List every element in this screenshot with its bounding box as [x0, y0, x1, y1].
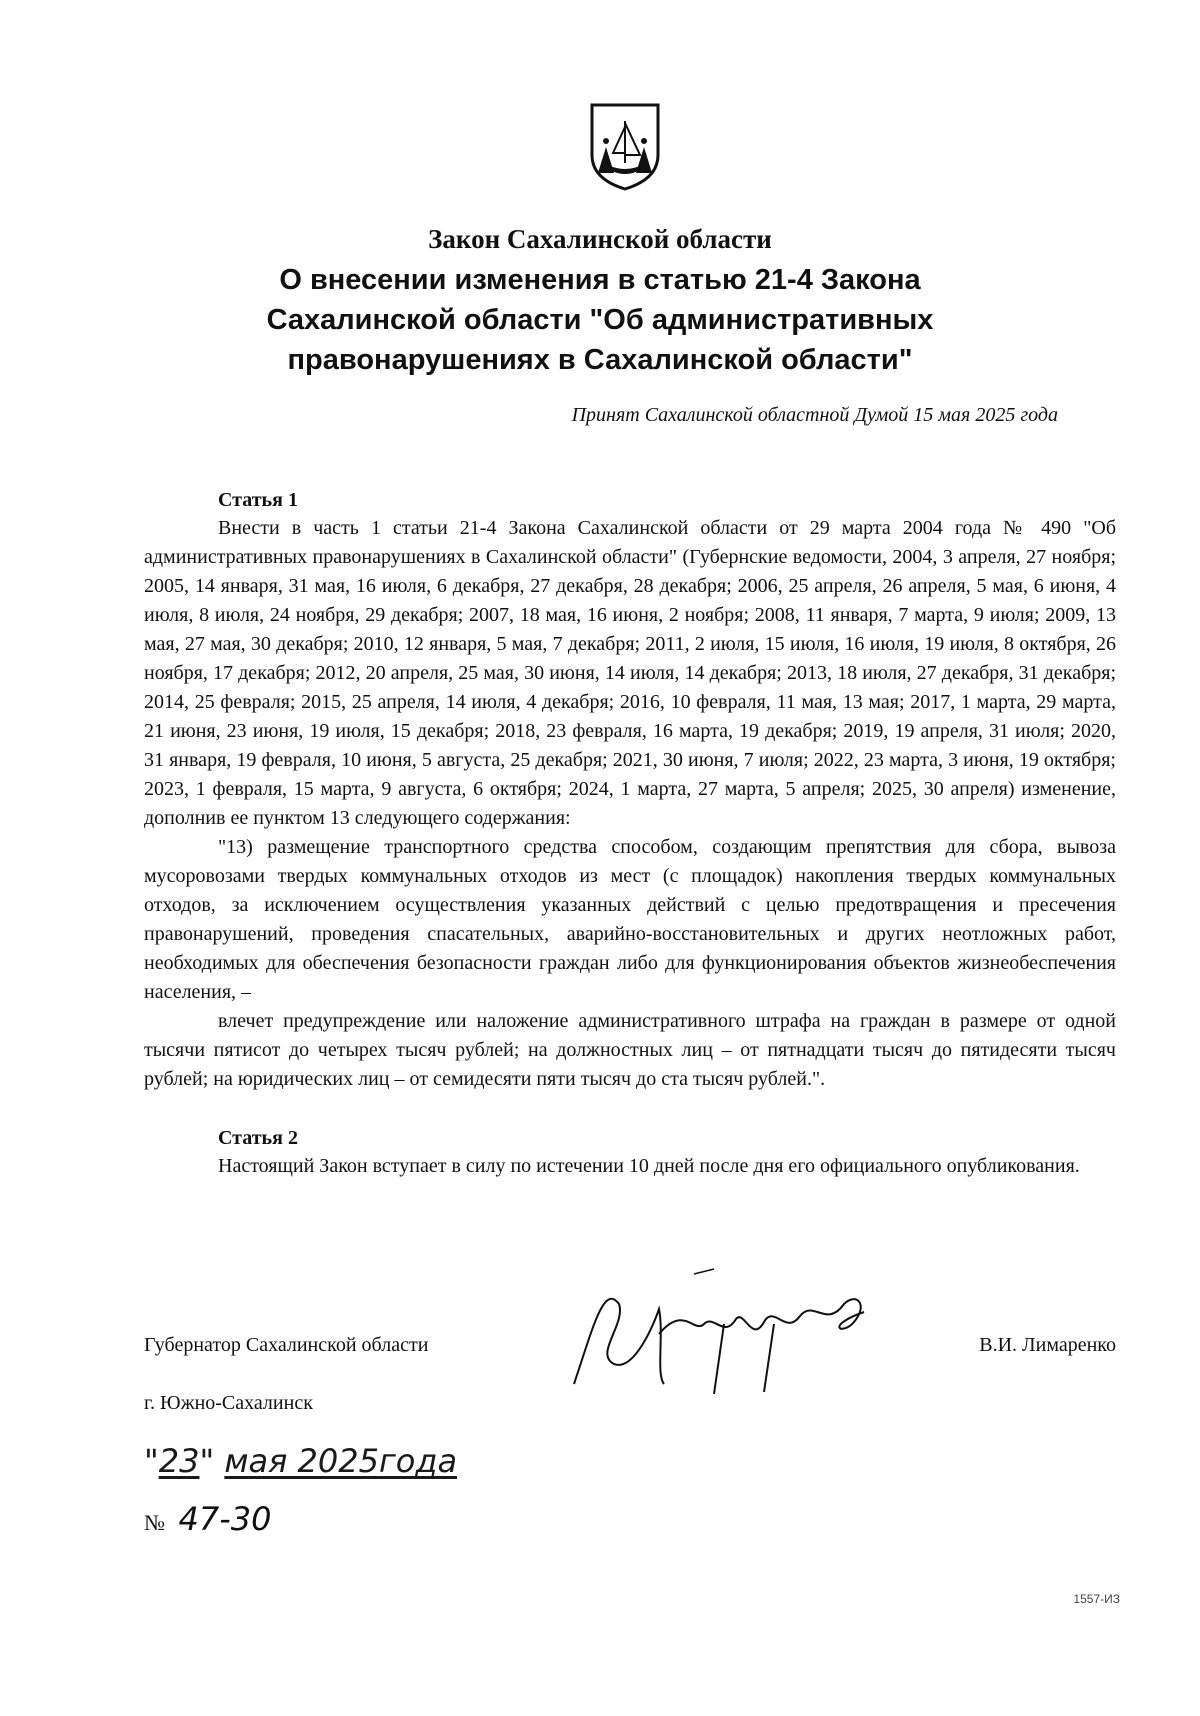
- article-1-heading: Статья 1: [218, 489, 298, 511]
- article-2-heading: Статья 2: [218, 1127, 298, 1149]
- law-title: Закон Сахалинской области: [428, 224, 772, 254]
- article-2-text: Настоящий Закон вступает в силу по истечении 10 дней после дня его официального опубликования.: [218, 1155, 1080, 1177]
- date-open-quote: ": [144, 1442, 159, 1480]
- article-1-intro: Внести в часть 1 статьи 21-4 Закона Сахалинской области от 29 марта 2004 года № 490 "Об административных правонарушениях в Сахалинской области" (Губернские ведомости, 2004, 3 апреля, 27 ноября; 2005, 14 января, 31 мая, 16 июля, 6 декабря, 27 декабря, 28 декабря; 2006, 25 апреля, 26 апреля, 5 мая, 6 июня, 4 июля, 8 июля, 24 ноября, 29 декабря; 2007, 18 мая, 16 июня, 2 ноября; 2008, 11 января, 7 марта, 9 июля; 2009, 13 мая, 27 мая, 30 декабря; 2010, 12 января, 5 мая, 7 декабря; 2011, 2 июля, 15 июля, 16 июля, 19 июля, 8 октября, 26 ноября, 17 декабря; 2012, 20 апреля, 25 мая, 30 июня, 14 июля, 14 декабря; 2013, 18 июля, 27 декабря, 31 декабря; 2014, 25 февраля; 2015, 25 апреля, 14 июля, 4 декабря; 2016, 10 февраля, 11 мая, 13 мая; 2017, 1 марта, 29 марта, 21 июня, 23 июня, 19 июля, 15 декабря; 2018, 23 февраля, 16 марта, 19 декабря; 2019, 19 апреля, 31 июля; 2020, 31 января, 19 февраля, 10 июня, 5 августа, 25 декабря; 2021, 30 июня, 7 июля; 2022, 23 марта, 3 июня, 19 октября; 2023, 1 февраля, 15 марта, 9 августа, 6 октября; 2024, 1 марта, 27 марта, 5 апреля; 2025, 30 апреля) изменение, дополнив ее пунктом 13 следующего содержания:: [144, 517, 1116, 829]
- law-subtitle-line-3: правонарушениях в Сахалинской области": [287, 344, 913, 376]
- date-close-quote: ": [199, 1442, 215, 1480]
- governor-title: Губернатор Сахалинской области: [144, 1334, 429, 1356]
- signature-icon: [564, 1264, 894, 1404]
- signature-row: [144, 1334, 1116, 1374]
- number-prefix: №: [144, 1510, 165, 1535]
- article-1-item-13: "13) размещение транспортного средства способом, создающим препятствия для сбора, вывоза мусоровозами твердых коммунальных отходов из мест (с площадок) накопления твердых коммунальных отходов, за исключением осуществления указанных действий с целью предотвращения и пресечения правонарушений, проведения спасательных, аварийно-восстановительных и других неотложных работ, необходимых для обеспечения безопасности граждан либо для функционирования объектов жизнеобеспечения населения, –: [144, 836, 1116, 1003]
- number-value: 47-30: [178, 1500, 272, 1538]
- article-1-penalty: влечет предупреждение или наложение административного штрафа на граждан в размере от одной тысячи пятисот до четырех тысяч рублей; на должностных лиц – от пятнадцати тысяч до пятидесяти тысяч рублей; на юридических лиц – от семидесяти пяти тысяч до ста тысяч рублей.".: [144, 1010, 1116, 1090]
- law-title-block: [150, 222, 1050, 380]
- law-subtitle-line-1: О внесении изменения в статью 21-4 Закона: [279, 264, 921, 296]
- adoption-note: Принят Сахалинской областной Думой 15 мая 2025 года: [571, 404, 1058, 426]
- law-body: [144, 486, 1116, 1181]
- law-subtitle-line-2: Сахалинской области "Об административных: [266, 304, 934, 336]
- governor-name: В.И. Лимаренко: [979, 1334, 1116, 1356]
- coat-of-arms-icon: [586, 103, 664, 191]
- date-suffix: года: [378, 1442, 458, 1480]
- city-name: г. Южно-Сахалинск: [144, 1392, 313, 1414]
- law-number: [144, 1500, 271, 1538]
- signing-date: [144, 1442, 457, 1480]
- date-day: 23: [158, 1442, 200, 1480]
- registration-code: 1557-ИЗ: [1073, 1592, 1120, 1606]
- date-month-year: мая 2025: [224, 1442, 379, 1480]
